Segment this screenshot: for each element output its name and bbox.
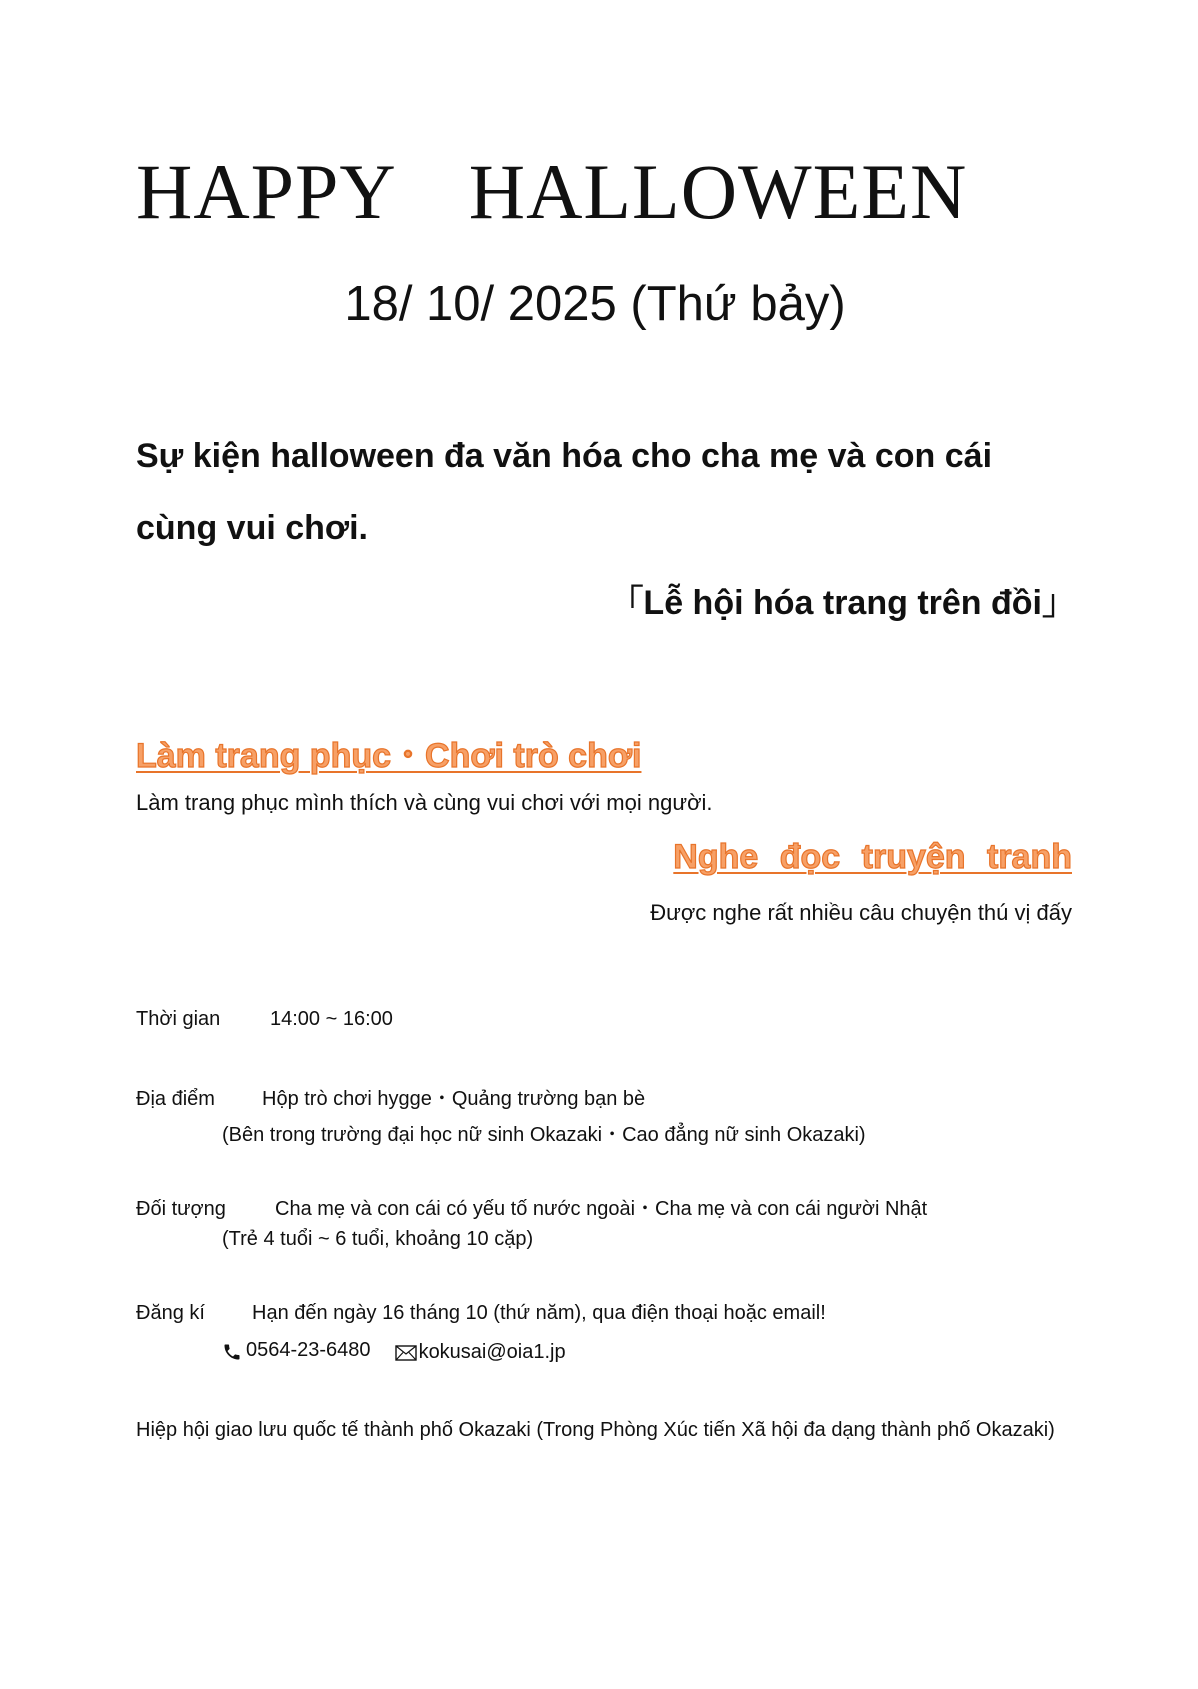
- activity-costume-description: Làm trang phục mình thích và cùng vui chơi với mọi người.: [136, 790, 713, 815]
- title-halloween: HALLOWEEN: [468, 148, 968, 235]
- target-label: Đối tượng: [136, 1198, 226, 1220]
- time-value: 14:00 ~ 16:00: [270, 1008, 393, 1030]
- registration-row: [136, 1302, 826, 1325]
- event-date: 18/ 10/ 2025 (Thứ bảy): [344, 277, 846, 331]
- place-label: Địa điểm: [136, 1088, 215, 1110]
- organizer-text: Hiệp hội giao lưu quốc tế thành phố Okazaki (Trong Phòng Xúc tiến Xã hội đa dạng thành phố Okazaki): [136, 1419, 1055, 1441]
- event-tagline: Sự kiện halloween đa văn hóa cho cha mẹ và con cái cùng vui chơi.: [136, 437, 993, 547]
- place-row: [136, 1082, 645, 1111]
- phone-icon: [222, 1342, 242, 1360]
- activity-storytelling-description: Được nghe rất nhiều câu chuyện thú vị đấy: [650, 900, 1072, 925]
- activity-storytelling-title: Nghe đọc truyện tranh: [673, 838, 1072, 876]
- email-address[interactable]: kokusai@oia1.jp: [418, 1341, 566, 1363]
- contact-row: [222, 1339, 566, 1368]
- place-value: Hộp trò chơi hygge・Quảng trường bạn bè: [262, 1088, 646, 1110]
- target-note: (Trẻ 4 tuổi ~ 6 tuổi, khoảng 10 cặp): [222, 1228, 534, 1250]
- flyer-title: [136, 147, 967, 237]
- place-note: (Bên trong trường đại học nữ sinh Okazaki・Cao đẳng nữ sinh Okazaki): [222, 1124, 866, 1146]
- time-label: Thời gian: [136, 1008, 221, 1030]
- activity-costume-title: Làm trang phục・Chơi trò chơi: [136, 737, 642, 775]
- time-row: [136, 1008, 393, 1031]
- festival-name: 「Lễ hội hóa trang trên đồi」: [609, 584, 1076, 622]
- envelope-icon: [395, 1344, 415, 1362]
- registration-label: Đăng kí: [136, 1302, 205, 1324]
- title-happy: HAPPY: [136, 148, 397, 235]
- email-contact: [395, 1341, 566, 1364]
- registration-value: Hạn đến ngày 16 tháng 10 (thứ năm), qua điện thoại hoặc email!: [252, 1302, 826, 1324]
- phone-number[interactable]: 0564-23-6480: [246, 1339, 371, 1361]
- target-row: [136, 1192, 927, 1221]
- target-value: Cha mẹ và con cái có yếu tố nước ngoài・Cha mẹ và con cái người Nhật: [275, 1198, 928, 1220]
- phone-contact: [222, 1339, 371, 1362]
